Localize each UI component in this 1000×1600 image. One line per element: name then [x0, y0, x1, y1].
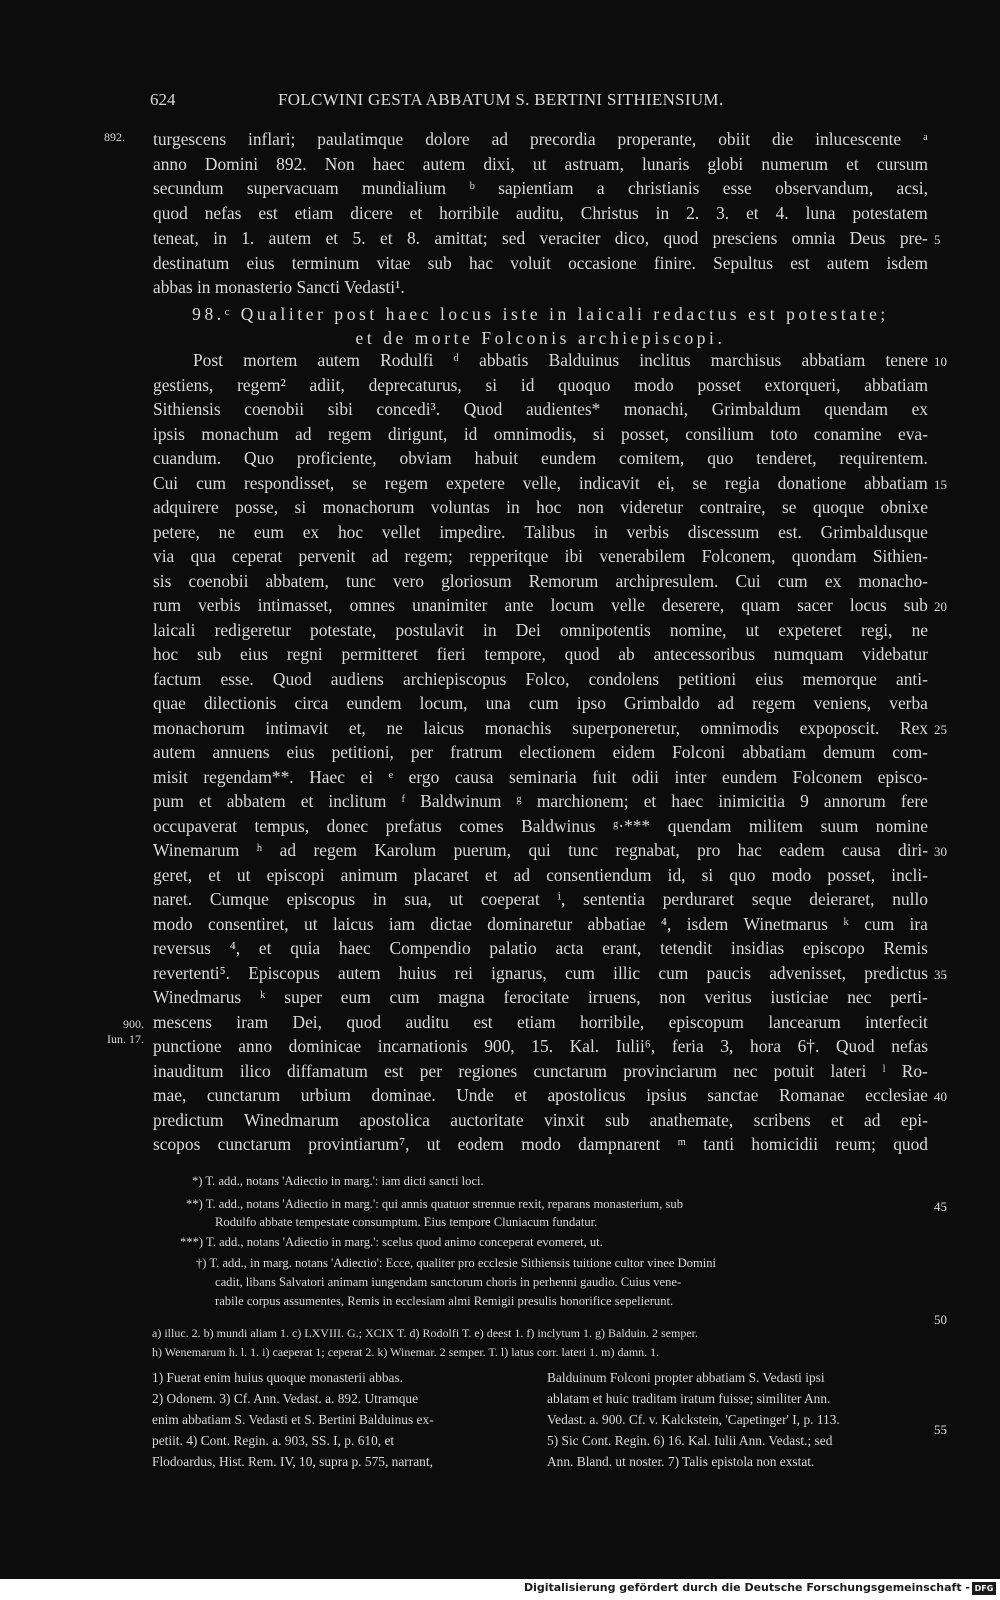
chapter-heading: 98.ᶜ Qualiter post haec locus iste in laicali redactus est potestate; [192, 304, 889, 324]
footnote-line: petiit. 4) Cont. Regin. a. 903, SS. I, p. 610, et [152, 1433, 395, 1448]
text-line: monachorum intimavit et, ne laicus monachis superponeretur, omnimodis expoposcit. Rex [153, 718, 928, 738]
page-number: 624 [150, 90, 176, 109]
footnote-line: Balduinum Folconi propter abbatiam S. Vedasti ipsi [547, 1370, 825, 1385]
text-line: quae dilectionis circa eundem locum, una cum ipso Grimbaldo ad regem veniens, verba [153, 693, 928, 713]
line-number: 30 [934, 844, 947, 859]
chapter-subheading: et de morte Folconis archiepiscopi. [355, 328, 726, 348]
text-line: anno Domini 892. Non haec autem dixi, ut astruam, lunaris globi numerum et cursum [153, 154, 928, 174]
text-line: turgescens inflari; paulatimque dolore ad precordia properante, obiit die inlucescente ᵃ [153, 129, 928, 149]
text-line: ipsis monachum ad regem dirigunt, id omnimodis, si posset, consilium toto conamine eva- [153, 424, 928, 444]
footnote-line: ablatam et huic traditam iratum fuisse; similiter Ann. [547, 1391, 831, 1406]
text-line: Winedmarus ᵏ super eum cum magna ferocitate irruens, non veritus iusticiae nec perti- [153, 987, 928, 1007]
apparatus-line: a) illuc. 2. b) mundi aliam 1. c) LXVIII. G.; XCIX T. d) Rodolfi T. e) deest 1. f) inclytum 1. g) Balduin. 2 semper. [152, 1326, 698, 1340]
text-line: misit regendam**. Haec ei ᵉ ergo causa seminaria fuit odii inter eundem Folconem episco- [153, 767, 928, 787]
text-line: gestiens, regem² adiit, deprecaturus, si id quoquo modo posset extorqueri, abbatiam [153, 375, 928, 395]
line-number: 10 [934, 354, 947, 369]
line-number: 45 [934, 1199, 947, 1214]
annotation-line: cadit, libans Salvatori animam iungendam sanctorum choris in perhenni gaudio. Cuius vene- [215, 1275, 682, 1289]
text-line: autem annuens eius petitioni, per fratrum electionem eidem Folconi abbatiam demum com- [153, 742, 928, 762]
text-line: via qua ceperat pervenit ad regem; repperitque ibi venerabilem Folconem, quondam Sithien- [153, 546, 928, 566]
margin-year-892: 892. [104, 130, 125, 144]
footnote-line: Ann. Bland. ut noster. 7) Talis epistola non exstat. [547, 1454, 815, 1469]
footnote-line: 1) Fuerat enim huius quoque monasterii abbas. [152, 1370, 404, 1385]
line-number: 25 [934, 722, 947, 737]
line-number: 20 [934, 599, 947, 614]
footnote-line: Flodoardus, Hist. Rem. IV, 10, supra p. 575, narrant, [152, 1454, 433, 1469]
footnote-line: 5) Sic Cont. Regin. 6) 16. Kal. Iulii Ann. Vedast.; sed [547, 1433, 833, 1448]
annotation-line: *) T. add., notans 'Adiectio in marg.': iam dicti sancti loci. [192, 1174, 484, 1188]
text-line: mescens iram Dei, quod auditu est etiam horribile, episcopum lancearum interfecit [153, 1012, 928, 1032]
text-line: reversus ⁴, et quia haec Compendio palatio acta erant, tetendit insidias episcopo Remis [153, 938, 928, 958]
annotation-line: Rodulfo abbate tempestate consumptum. Eius tempore Cluniacum fundatur. [215, 1215, 598, 1229]
text-line: pum et abbatem et inclitum ᶠ Baldwinum ᵍ marchionem; et haec inimicitia 9 annorum fere [153, 791, 928, 811]
text-line: Post mortem autem Rodulfi ᵈ abbatis Balduinus inclitus marchisus abbatiam tenere [193, 350, 928, 370]
line-number: 50 [934, 1312, 947, 1327]
text-line: adquirere posse, si monachorum voluntas in hoc non videretur contraire, se quoque obnixe [153, 497, 928, 517]
text-line: modo consentiret, ut laicus iam dictae dominaretur abbatiae ⁴, isdem Winetmarus ᵏ cum ira [153, 914, 928, 934]
annotation-line: †) T. add., in marg. notans 'Adiectio': Ecce, qualiter pro ecclesie Sithiensis tuitione cultor vinee Domini [196, 1256, 717, 1270]
text-line: scopos cunctarum provintiarum⁷, ut eodem modo dampnarent ᵐ tanti homicidii reum; quod [153, 1134, 928, 1154]
text-line: Sithiensis coenobii sibi concedi³. Quod audientes* monachi, Grimbaldum quendam ex [153, 399, 928, 419]
text-line: Cui cum respondisset, se regem expetere velle, indicavit ei, se regia donatione abbatiam [153, 473, 928, 493]
text-line: teneat, in 1. autem et 5. et 8. amittat; sed veraciter dico, quod presciens omnia Deus pre- [153, 228, 928, 248]
text-line: rum verbis intimasset, omnes unanimiter ante locum velle deserere, quam sacer locus sub [153, 595, 928, 615]
text-line: factum esse. Quod audiens archiepiscopus Folco, condolens petitioni eius memorque anti- [153, 669, 928, 689]
margin-year-900: 900. [123, 1017, 144, 1031]
text-line: revertenti⁵. Episcopus autem huius rei ignarus, cum illic cum paucis advenisset, predictus [153, 963, 928, 983]
annotation-line: **) T. add., notans 'Adiectio in marg.': qui annis quatuor strennue rexit, reparans monasterium, sub [186, 1197, 683, 1211]
text-line: predictum Winedmarum apostolica auctoritate vinxit sub anathemate, scribens et ad epi- [153, 1110, 928, 1130]
text-line: cuandum. Quo proficiente, obviam habuit eundem comitem, quo tenderet, requirentem. [153, 448, 928, 468]
digitization-credit: Digitalisierung gefördert durch die Deutsche Forschungsgemeinschaft - [523, 1581, 970, 1594]
line-number: 5 [934, 232, 941, 247]
text-line: geret, et ut episcopi animum placaret et ad consentiendum id, si quo modo posset, incli- [153, 865, 928, 885]
text-line: punctione anno dominicae incarnationis 900, 15. Kal. Iulii⁶, feria 3, hora 6†. Quod nefas [153, 1036, 928, 1056]
text-line: quod nefas est etiam dicere et horribile auditu, Christus in 2. 3. et 4. luna potestatem [153, 203, 928, 223]
text-line: hoc sub eius regni permitteret fieri tempore, quod ab antecessoribus numquam videbatur [153, 644, 928, 664]
line-number: 40 [934, 1089, 947, 1104]
text-line: petere, ne eum ex hoc vellet impedire. Talibus in verbis discessum est. Grimbaldusque [153, 522, 928, 542]
text-line: laicali redigeretur potestate, postulavit in Dei omnipotentis nomine, ut expeteret regi, ne [153, 620, 928, 640]
footnote-line: enim abbatiam S. Vedasti et S. Bertini Balduinus ex- [152, 1412, 434, 1427]
text-line: sis coenobii abbatem, tunc vero gloriosum Remorum archipresulem. Cui cum ex monacho- [153, 571, 928, 591]
line-number: 35 [934, 967, 947, 982]
margin-date-iun17: Iun. 17. [107, 1032, 144, 1046]
text-line: occupaverat tempus, donec prefatus comes Baldwinus ᵍ·*** quendam militem suum nomine [153, 816, 928, 836]
footnote-line: 2) Odonem. 3) Cf. Ann. Vedast. a. 892. Utramque [152, 1391, 419, 1406]
line-number: 15 [934, 477, 947, 492]
text-line: destinatum eius terminum vitae sub hac voluit occasione finire. Sepultus est autem isdem [153, 253, 928, 273]
line-number: 55 [934, 1422, 947, 1437]
annotation-line: rabile corpus assumentes, Remis in ecclesiam almi Remigii presulis honorifice sepelierunt. [215, 1294, 674, 1308]
text-line: naret. Cumque episcopus in sua, ut coeperat ⁱ, sententia perduraret seque deieraret, nullo [153, 889, 928, 909]
dfg-logo: DFG [972, 1582, 996, 1595]
annotation-line: ***) T. add., notans 'Adiectio in marg.': scelus quod animo conceperat evomeret, ut. [180, 1235, 603, 1249]
text-line: inauditum ilico diffamatum est per regiones cunctarum provinciarum nec potuit lateri ˡ Ro- [153, 1061, 928, 1081]
apparatus-line: h) Wenemarum h. l. 1. i) caeperat 1; ceperat 2. k) Winemar. 2 semper. T. l) latus corr. lateri 1. m) damn. 1. [152, 1345, 660, 1359]
footnote-line: Vedast. a. 900. Cf. v. Kalckstein, 'Capetinger' I, p. 113. [547, 1412, 840, 1427]
text-line: mae, cunctarum urbium dominae. Unde et apostolicus ipsius sanctae Romanae ecclesiae [153, 1085, 928, 1105]
text-line: Winemarum ʰ ad regem Karolum puerum, qui tunc regnabat, pro hac eadem causa diri- [153, 840, 928, 860]
running-title: FOLCWINI GESTA ABBATUM S. BERTINI SITHIENSIUM. [278, 90, 724, 109]
text-line: secundum supervacuam mundialium ᵇ sapientiam a christianis esse observandum, acsi, [153, 178, 928, 198]
text-line: abbas in monasterio Sancti Vedasti¹. [153, 277, 405, 297]
